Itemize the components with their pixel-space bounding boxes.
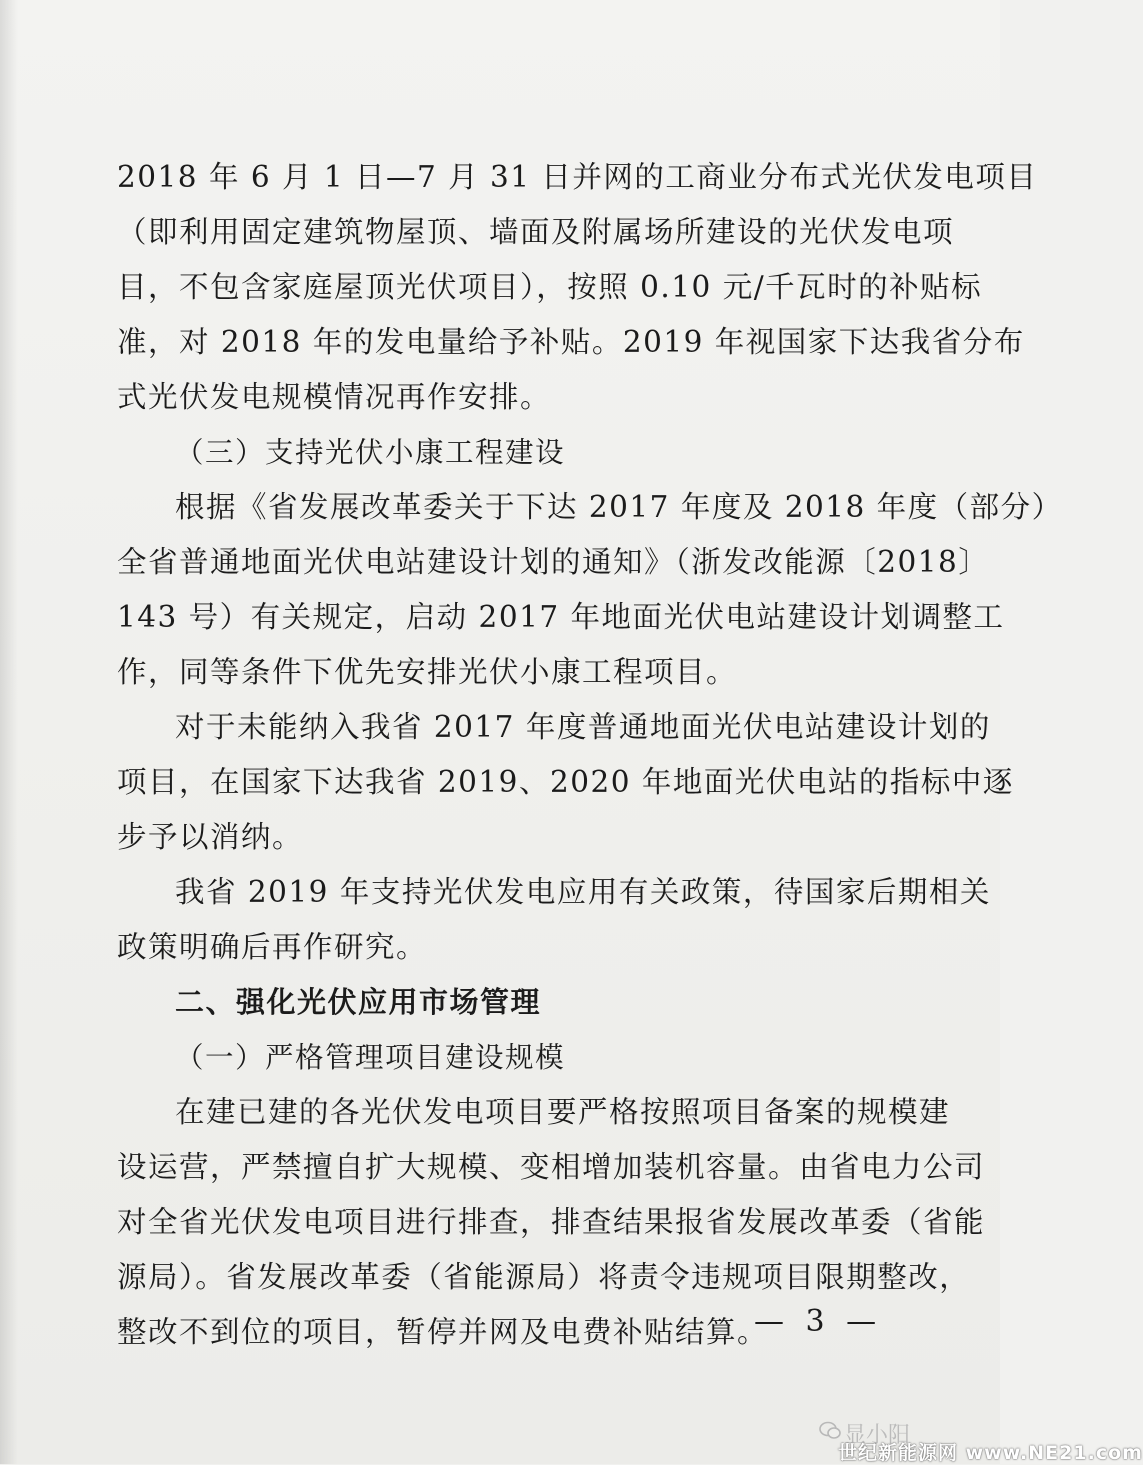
section-heading-market-management: 二、强化光伏应用市场管理 — [175, 985, 542, 1019]
page-fold-shadow — [0, 0, 18, 1464]
body-line: 整改不到位的项目，暂停并网及电费补贴结算。 — [117, 1315, 769, 1349]
section-heading-support-poverty-project: （三）支持光伏小康工程建设 — [175, 436, 566, 469]
body-line: 全省普通地面光伏电站建设计划的通知》（浙发改能源〔2018〕 — [117, 545, 990, 579]
body-line: 步予以消纳。 — [117, 820, 304, 854]
body-line: 设运营，严禁擅自扩大规模、变相增加装机容量。由省电力公司 — [117, 1150, 986, 1184]
watermark-site: 世纪新能源网 www.NE21.com — [838, 1442, 1143, 1464]
page-number: — 3 — — [754, 1304, 883, 1339]
body-line: 在建已建的各光伏发电项目要严格按照项目备案的规模建 — [175, 1095, 951, 1129]
body-line: 2018 年 6 月 1 日—7 月 31 日并网的工商业分布式光伏发电项目 — [117, 160, 1038, 194]
body-line: 143 号）有关规定，启动 2017 年地面光伏电站建设计划调整工 — [117, 600, 1005, 634]
body-line: 对于未能纳入我省 2017 年度普通地面光伏电站建设计划的 — [175, 710, 991, 744]
body-line: 根据《省发展改革委关于下达 2017 年度及 2018 年度（部分） — [175, 490, 1063, 524]
body-line: 我省 2019 年支持光伏发电应用有关政策，待国家后期相关 — [175, 875, 991, 909]
body-line: 准，对 2018 年的发电量给予补贴。2019 年视国家下达我省分布 — [117, 325, 1025, 359]
wechat-icon — [818, 1420, 842, 1440]
watermark-source: 显小阳 — [844, 1423, 911, 1448]
body-line: 式光伏发电规模情况再作安排。 — [117, 380, 552, 414]
body-line: 源局）。省发展改革委（省能源局）将责令违规项目限期整改， — [117, 1260, 971, 1294]
body-line: （即利用固定建筑物屋顶、墙面及附属场所建设的光伏发电项 — [117, 215, 955, 249]
document-body — [117, 150, 1063, 1360]
body-line: 目，不包含家庭屋顶光伏项目），按照 0.10 元/千瓦时的补贴标 — [117, 270, 983, 304]
body-line: 项目，在国家下达我省 2019、2020 年地面光伏电站的指标中逐 — [117, 765, 1014, 799]
section-heading-scale-management: （一）严格管理项目建设规模 — [175, 1041, 566, 1074]
body-line: 作，同等条件下优先安排光伏小康工程项目。 — [117, 655, 738, 689]
body-line: 政策明确后再作研究。 — [117, 930, 428, 964]
body-line: 对全省光伏发电项目进行排查，排查结果报省发展改革委（省能 — [117, 1205, 986, 1239]
